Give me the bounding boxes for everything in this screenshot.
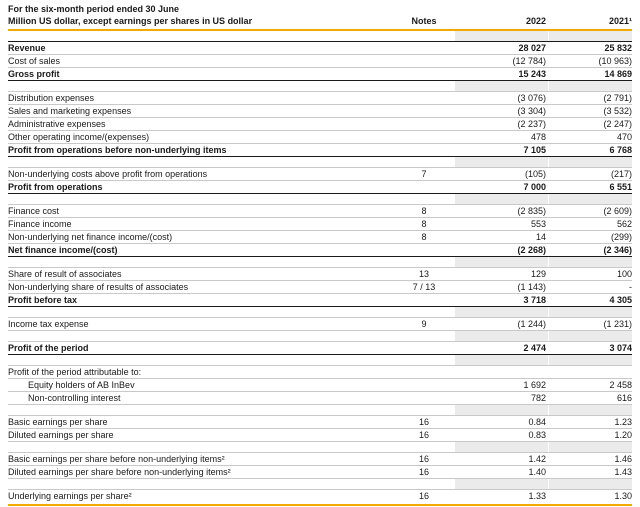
table-row [8, 490, 632, 502]
row-value-2021: (1 231) [603, 319, 632, 329]
table-row [8, 231, 632, 244]
row-notes [393, 55, 455, 67]
row-notes: 16 [418, 467, 429, 477]
row-notes [393, 144, 455, 156]
statement-table [8, 31, 632, 502]
row-label: Profit from operations before non-underlying items [8, 145, 227, 155]
row-notes: 8 [421, 232, 427, 242]
spacer-label-area [8, 479, 393, 489]
table-row [8, 342, 632, 355]
row-value-2022: 3 718 [523, 295, 546, 305]
row-value-2022: (3 076) [517, 93, 546, 103]
section-spacer [8, 307, 632, 318]
table-row [8, 366, 632, 379]
spacer-label-area [8, 157, 393, 167]
row-label: Gross profit [8, 69, 60, 79]
row-value-2022: (2 237) [517, 119, 546, 129]
table-row [8, 294, 632, 307]
row-value-2021: (2 609) [603, 206, 632, 216]
row-value-2021: 1.30 [614, 491, 632, 501]
section-spacer [8, 442, 632, 453]
row-label: Finance income [8, 219, 72, 229]
spacer-label-area [8, 257, 393, 267]
row-value-2021: 6 551 [609, 182, 632, 192]
row-notes: 9 [421, 319, 427, 329]
spacer-band-2021 [548, 331, 632, 341]
table-row [8, 281, 632, 294]
row-label: Non-underlying costs above profit from operations [8, 169, 208, 179]
row-notes: 13 [418, 269, 429, 279]
spacer-band-2022 [455, 405, 548, 415]
table-row [8, 144, 632, 157]
row-label: Administrative expenses [8, 119, 106, 129]
spacer-band-2021 [548, 479, 632, 489]
row-value-2021: - [629, 282, 632, 292]
row-label: Finance cost [8, 206, 60, 216]
row-notes [393, 118, 455, 130]
row-value-2021: (3 532) [603, 106, 632, 116]
row-value-2022: (12 784) [512, 56, 546, 66]
table-row [8, 118, 632, 131]
row-value-2021: 3 074 [609, 343, 632, 353]
spacer-band-2022 [455, 81, 548, 91]
row-value-2022: 553 [530, 219, 546, 229]
row-value-2022: 1.40 [528, 467, 546, 477]
row-label: Profit from operations [8, 182, 103, 192]
spacer-band-2021 [548, 157, 632, 167]
row-value-2022: (1 244) [517, 319, 546, 329]
row-value-2021: 6 768 [609, 145, 632, 155]
section-spacer [8, 405, 632, 416]
row-label: Other operating income/(expenses) [8, 132, 150, 142]
row-notes [393, 342, 455, 354]
row-value-2022: 1 692 [523, 380, 546, 390]
row-value-2022: 129 [530, 269, 546, 279]
spacer-notes-area [393, 157, 455, 167]
spacer-band-2022 [455, 479, 548, 489]
row-value-2021: (2 346) [603, 245, 632, 255]
table-row [8, 168, 632, 181]
section-spacer [8, 479, 632, 490]
table-row [8, 379, 632, 392]
row-value-2021: 562 [616, 219, 632, 229]
table-row [8, 42, 632, 55]
year-2022-column-header: 2022 [525, 16, 546, 26]
table-row [8, 268, 632, 281]
spacer-band-2022 [455, 257, 548, 267]
table-row [8, 205, 632, 218]
spacer-band-2022 [455, 355, 548, 365]
table-row [8, 181, 632, 194]
row-label: Non-underlying share of results of associates [8, 282, 189, 292]
row-value-2021: (217) [610, 169, 632, 179]
row-value-2021 [548, 366, 632, 378]
spacer-band-2021 [548, 257, 632, 267]
spacer-band-2021 [548, 81, 632, 91]
spacer-label-area [8, 331, 393, 341]
row-notes [393, 68, 455, 80]
row-value-2021: 25 832 [604, 43, 632, 53]
row-value-2021: 1.43 [614, 467, 632, 477]
row-notes [393, 131, 455, 143]
table-row [8, 92, 632, 105]
spacer-notes-area [393, 307, 455, 317]
row-label: Profit of the period [8, 343, 89, 353]
row-label: Profit before tax [8, 295, 78, 305]
row-label: Sales and marketing expenses [8, 106, 132, 116]
row-notes [393, 181, 455, 193]
row-value-2022: (2 835) [517, 206, 546, 216]
row-value-2021: (2 791) [603, 93, 632, 103]
row-label: Share of result of associates [8, 269, 122, 279]
spacer-notes-area [393, 194, 455, 204]
row-value-2021: 1.20 [614, 430, 632, 440]
row-value-2022: 0.84 [528, 417, 546, 427]
row-value-2021: 1.23 [614, 417, 632, 427]
year-2021-column-header: 2021¹ [608, 16, 632, 26]
notes-column-header: Notes [411, 16, 437, 26]
row-notes: 7 [421, 169, 427, 179]
row-label: Profit of the period attributable to: [8, 367, 142, 377]
row-value-2022: (3 304) [517, 106, 546, 116]
row-value-2022: 14 [535, 232, 546, 242]
table-row [8, 131, 632, 144]
spacer-label-area [8, 442, 393, 452]
footer-gold-rule [8, 504, 632, 506]
row-value-2021: 100 [616, 269, 632, 279]
section-spacer [8, 31, 632, 42]
row-value-2022: (2 268) [517, 245, 546, 255]
section-spacer [8, 331, 632, 342]
row-value-2022: (105) [524, 169, 546, 179]
row-value-2022: 782 [530, 393, 546, 403]
unit-caption: Million US dollar, except earnings per shares in US dollar [8, 16, 253, 26]
row-notes [393, 105, 455, 117]
spacer-label-area [8, 307, 393, 317]
spacer-band-2021 [548, 442, 632, 452]
spacer-notes-area [393, 405, 455, 415]
row-label: Revenue [8, 43, 46, 53]
row-label: Non-controlling interest [28, 393, 121, 403]
row-value-2022: 28 027 [518, 43, 546, 53]
spacer-band-2021 [548, 355, 632, 365]
row-label: Diluted earnings per share before non-underlying items² [8, 467, 231, 477]
row-notes [393, 294, 455, 306]
column-header-row [8, 15, 632, 27]
row-label: Net finance income/(cost) [8, 245, 118, 255]
spacer-band-2022 [455, 31, 548, 41]
spacer-notes-area [393, 479, 455, 489]
row-value-2022: 2 474 [523, 343, 546, 353]
section-spacer [8, 157, 632, 168]
table-row [8, 416, 632, 429]
table-row [8, 68, 632, 81]
row-notes: 7 / 13 [412, 282, 436, 292]
row-value-2022: 15 243 [518, 69, 546, 79]
row-value-2021: 2 458 [609, 380, 632, 390]
spacer-band-2022 [455, 157, 548, 167]
row-label: Basic earnings per share [8, 417, 108, 427]
row-label: Basic earnings per share before non-underlying items² [8, 454, 225, 464]
table-row [8, 244, 632, 257]
row-label: Non-underlying net finance income/(cost) [8, 232, 173, 242]
row-notes [393, 92, 455, 104]
row-notes: 16 [418, 491, 429, 501]
spacer-band-2022 [455, 194, 548, 204]
row-value-2021: 616 [616, 393, 632, 403]
spacer-band-2022 [455, 442, 548, 452]
section-spacer [8, 355, 632, 366]
row-value-2022: 7 000 [523, 182, 546, 192]
spacer-band-2022 [455, 307, 548, 317]
spacer-band-2021 [548, 194, 632, 204]
table-row [8, 55, 632, 68]
row-value-2021: 1.46 [614, 454, 632, 464]
table-row [8, 392, 632, 405]
table-row [8, 218, 632, 231]
spacer-band-2021 [548, 307, 632, 317]
row-value-2022: 7 105 [523, 145, 546, 155]
row-notes [393, 244, 455, 256]
spacer-notes-area [393, 81, 455, 91]
row-label: Distribution expenses [8, 93, 95, 103]
table-row [8, 105, 632, 118]
row-value-2021: (2 247) [603, 119, 632, 129]
row-value-2022 [455, 366, 548, 378]
row-value-2022: 1.42 [528, 454, 546, 464]
section-spacer [8, 194, 632, 205]
row-value-2021: (299) [610, 232, 632, 242]
row-value-2021: 470 [616, 132, 632, 142]
row-label: Income tax expense [8, 319, 89, 329]
row-notes [393, 366, 455, 378]
row-value-2022: (1 143) [517, 282, 546, 292]
spacer-notes-area [393, 442, 455, 452]
table-row [8, 453, 632, 466]
spacer-notes-area [393, 31, 455, 41]
table-row [8, 466, 632, 479]
statement-period-title: For the six-month period ended 30 June [8, 4, 180, 14]
row-value-2022: 1.33 [528, 491, 546, 501]
row-label: Underlying earnings per share² [8, 491, 132, 501]
spacer-notes-area [393, 257, 455, 267]
row-notes: 16 [418, 430, 429, 440]
row-notes: 8 [421, 219, 427, 229]
row-notes [393, 379, 455, 391]
row-label: Cost of sales [8, 56, 61, 66]
row-label: Equity holders of AB InBev [28, 380, 135, 390]
row-notes: 8 [421, 206, 427, 216]
spacer-band-2021 [548, 31, 632, 41]
spacer-notes-area [393, 355, 455, 365]
spacer-label-area [8, 31, 393, 41]
spacer-label-area [8, 81, 393, 91]
row-value-2022: 0.83 [528, 430, 546, 440]
section-spacer [8, 257, 632, 268]
spacer-label-area [8, 194, 393, 204]
row-value-2021: 4 305 [609, 295, 632, 305]
row-value-2021: 14 869 [604, 69, 632, 79]
row-notes: 16 [418, 417, 429, 427]
table-row [8, 429, 632, 442]
row-notes [393, 392, 455, 404]
row-notes [393, 42, 455, 54]
spacer-label-area [8, 355, 393, 365]
spacer-notes-area [393, 331, 455, 341]
row-value-2022: 478 [530, 132, 546, 142]
row-notes: 16 [418, 454, 429, 464]
row-value-2021: (10 963) [598, 56, 632, 66]
section-spacer [8, 81, 632, 92]
spacer-label-area [8, 405, 393, 415]
table-row [8, 318, 632, 331]
spacer-band-2021 [548, 405, 632, 415]
row-label: Diluted earnings per share [8, 430, 114, 440]
spacer-band-2022 [455, 331, 548, 341]
